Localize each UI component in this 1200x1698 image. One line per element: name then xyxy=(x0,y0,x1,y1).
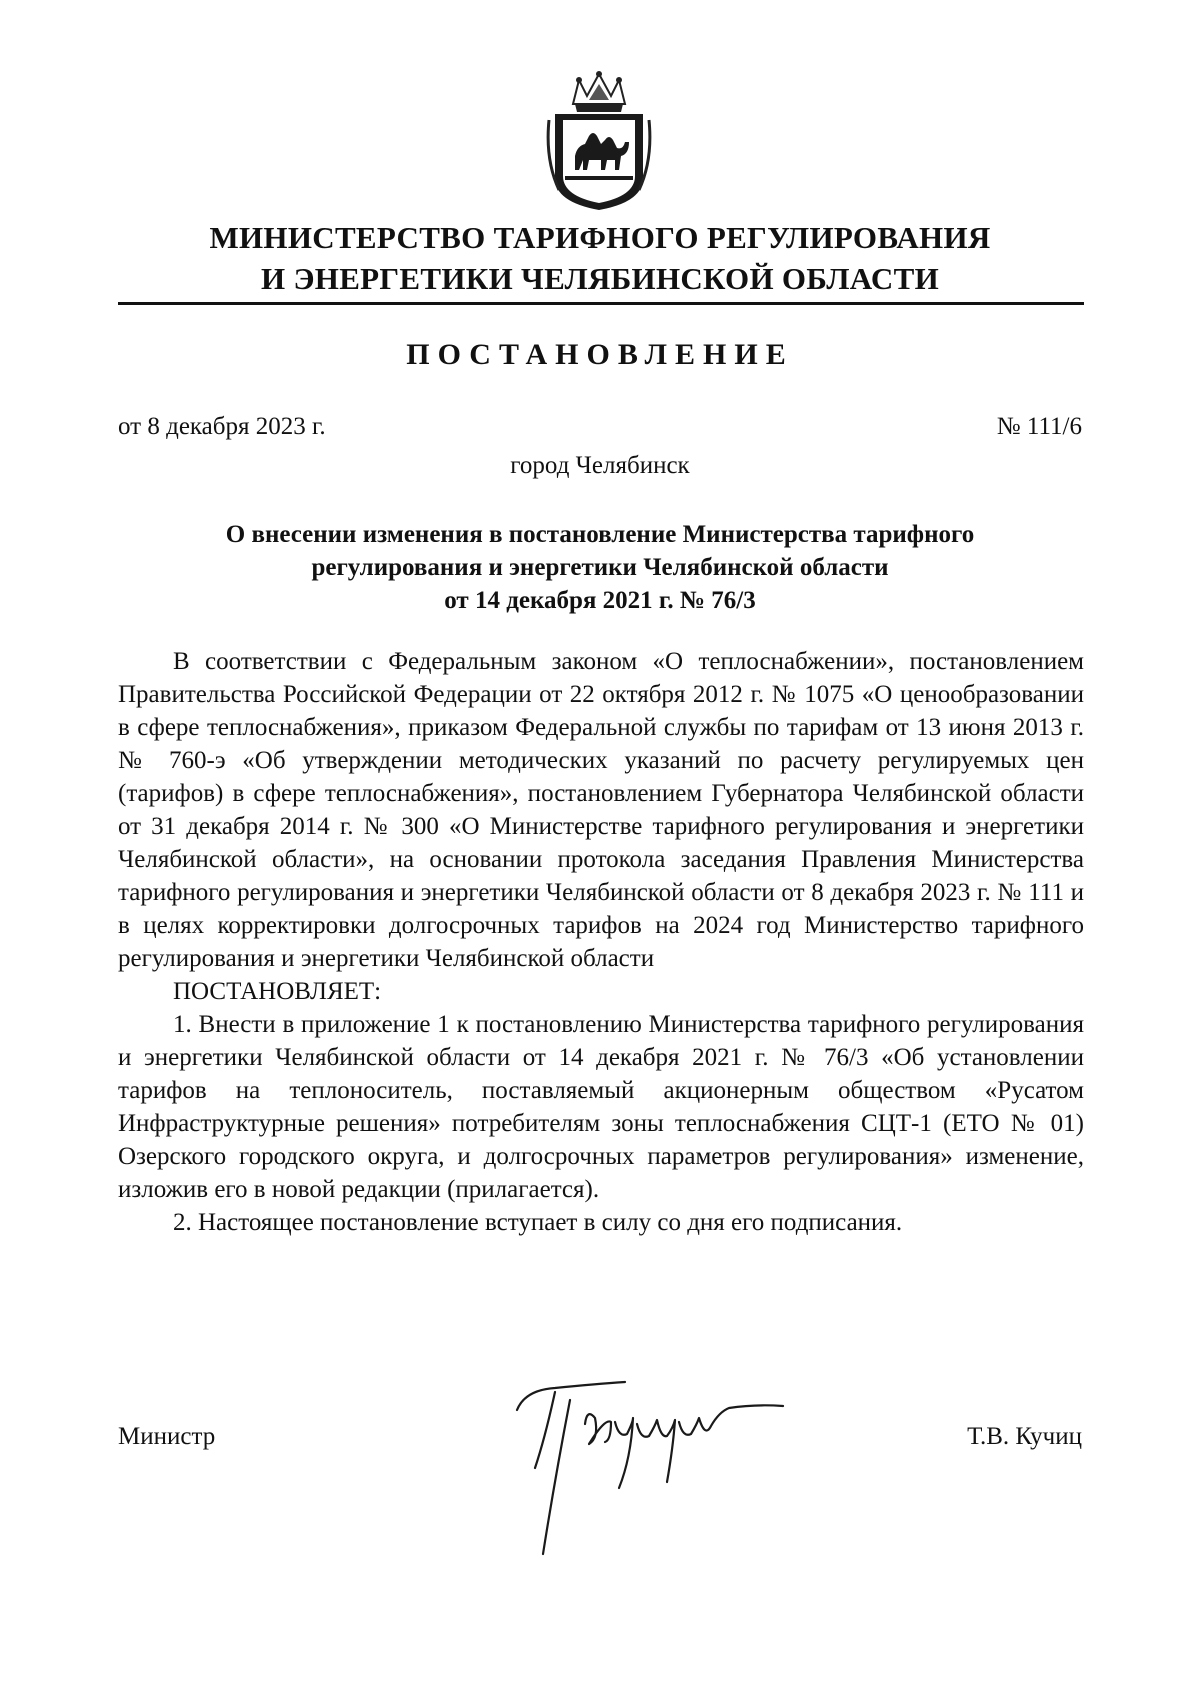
document-title-line3: от 14 декабря 2021 г. № 76/3 xyxy=(444,587,756,614)
document-title-line2: регулирования и энергетики Челябинской области xyxy=(311,554,889,581)
document-city: город Челябинск xyxy=(510,452,690,479)
signatory-name: Т.В. Кучиц xyxy=(967,1423,1082,1450)
preamble-paragraph: В соответствии с Федеральным законом «О теплоснабжении», постановлением Правительства Российской Федерации от 22 октября 2012 г. № 1075 «О ценообразовании в сфере теплоснабжения», приказом Федеральной службы по тарифам от 13 июня 2013 г. № 760-э «Об утверждении методических указаний по расчету регулируемых цен (тарифов) в сфере теплоснабжения», постановлением Губернатора Челябинской области от 31 декабря 2014 г. № 300 «О Министерстве тарифного регулирования и энергетики Челябинской области», на основании протокола заседания Правления Министерства тарифного регулирования и энергетики Челябинской области от 8 декабря 2023 г. № 111 и в целях корректировки долгосрочных тарифов на 2024 год Министерство тарифного регулирования и энергетики Челябинской области xyxy=(118,648,1084,972)
document-type: ПОСТАНОВЛЕНИЕ xyxy=(406,338,794,371)
document-title-line1: О внесении изменения в постановление Министерства тарифного xyxy=(225,521,975,548)
header-divider xyxy=(118,302,1084,305)
document-date: от 8 декабря 2023 г. xyxy=(118,413,326,440)
signatory-position: Министр xyxy=(118,1423,216,1450)
document-body xyxy=(118,645,1084,1239)
document-number: № 111/6 xyxy=(996,413,1082,440)
organization-name-line2: И ЭНЕРГЕТИКИ ЧЕЛЯБИНСКОЙ ОБЛАСТИ xyxy=(261,261,939,296)
document-title xyxy=(120,518,1080,617)
item-2-paragraph: 2. Настоящее постановление вступает в силу со дня его подписания. xyxy=(173,1209,903,1236)
coat-of-arms-icon xyxy=(545,70,653,212)
item-1-paragraph: 1. Внести в приложение 1 к постановлению Министерства тарифного регулирования и энергетики Челябинской области от 14 декабря 2021 г. № 76/3 «Об установлении тарифов на теплоноситель, поставляемый акционерным обществом «Русатом Инфраструктурные решения» потребителям зоны теплоснабжения СЦТ-1 (ЕТО № 01) Озерского городского округа, и долгосрочных параметров регулирования» изменение, изложив его в новой редакции (прилагается). xyxy=(118,1011,1084,1203)
resolves-heading: ПОСТАНОВЛЯЕТ: xyxy=(173,978,382,1005)
handwritten-signature-icon xyxy=(515,1378,805,1558)
organization-name-line1: МИНИСТЕРСТВО ТАРИФНОГО РЕГУЛИРОВАНИЯ xyxy=(209,220,991,255)
